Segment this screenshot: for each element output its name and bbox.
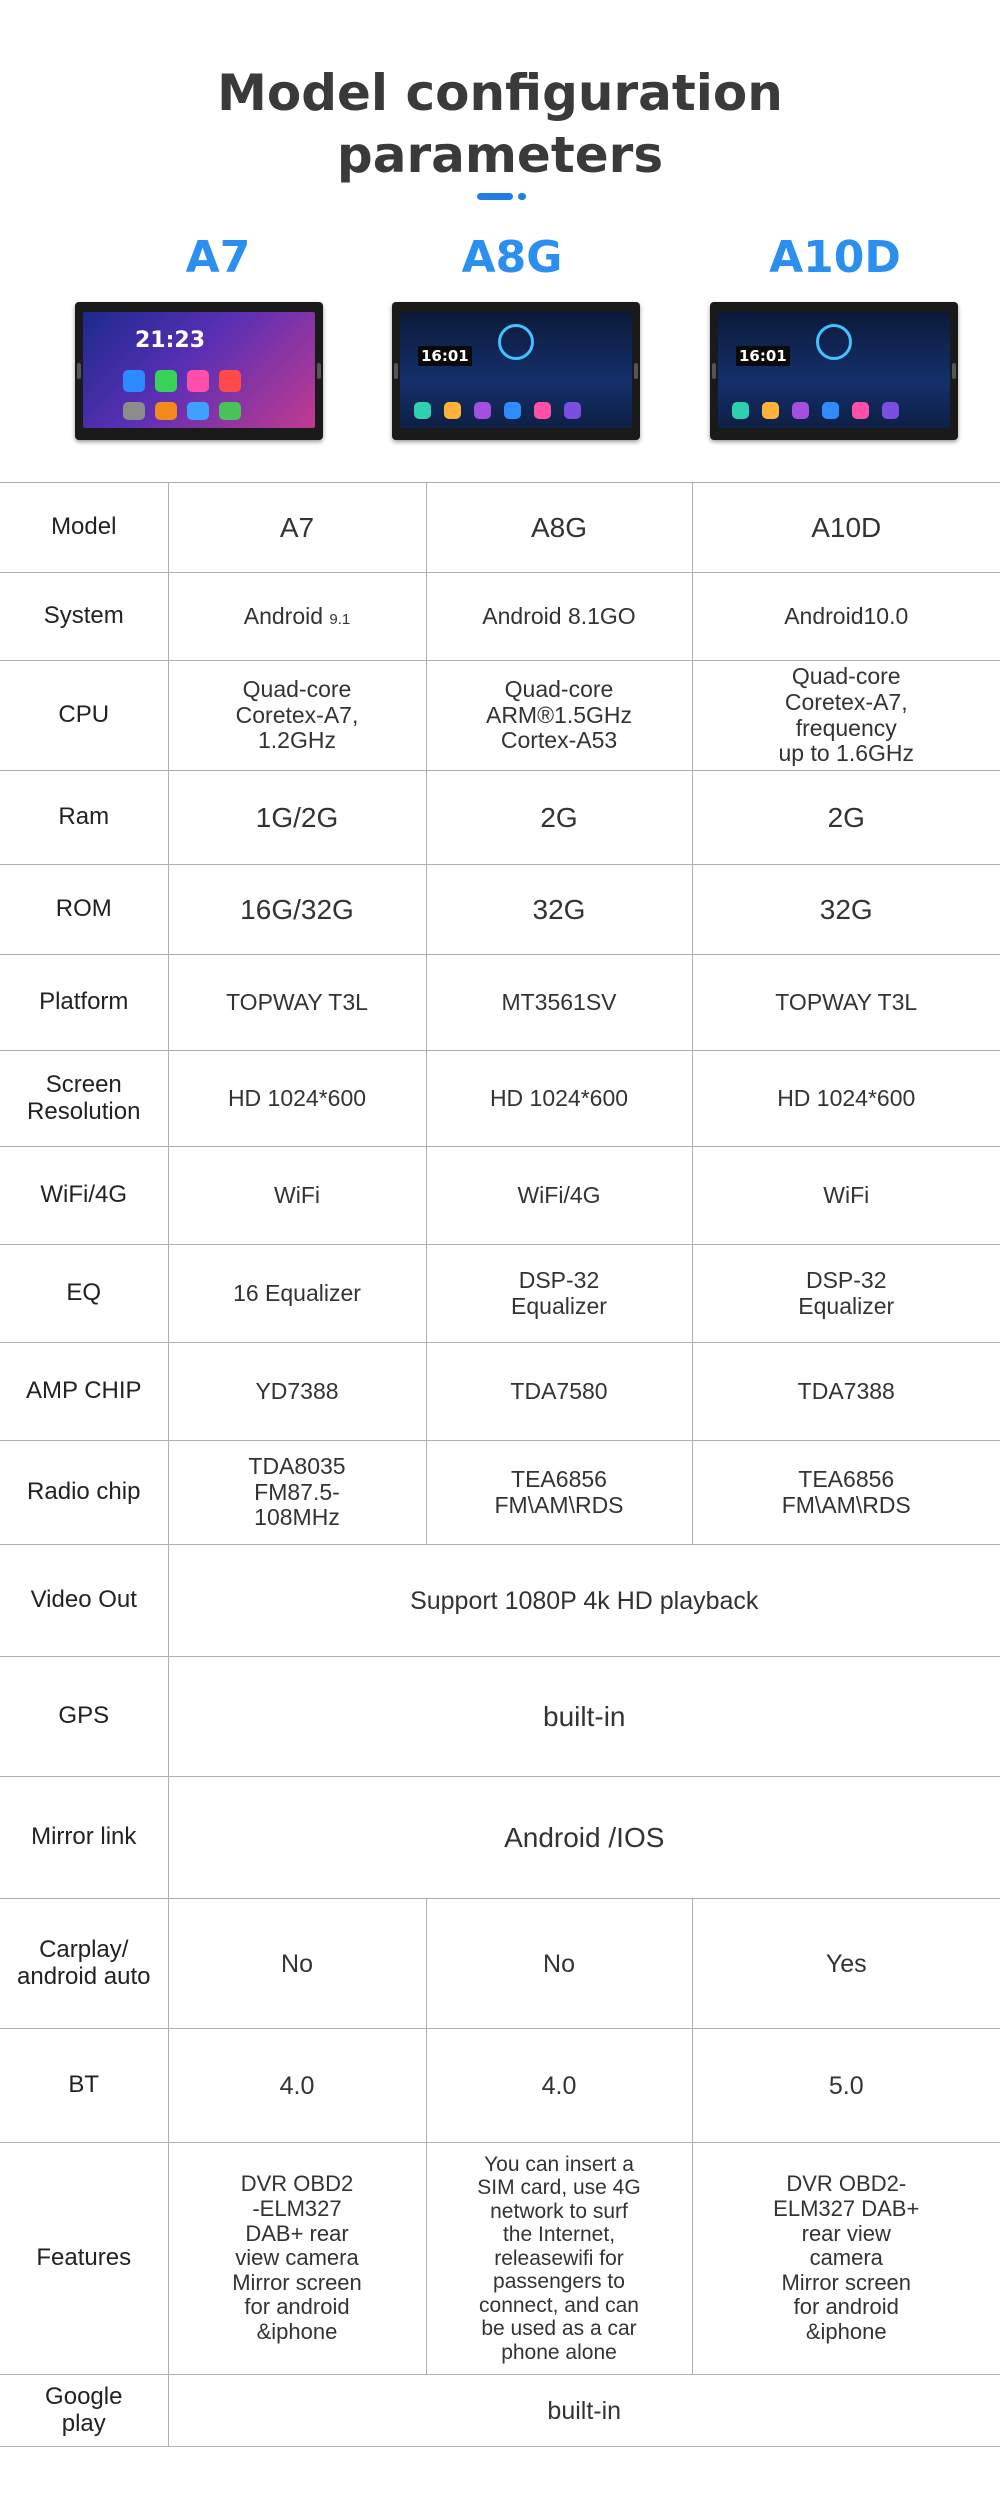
row-label: Radio chip	[0, 1441, 168, 1545]
row-label: Carplay/ android auto	[0, 1899, 168, 2029]
cell-value: You can insert a SIM card, use 4G network to surf the Internet, releasewifi for passengers to connect, and can be used as a car phone alone	[426, 2143, 692, 2375]
table-row	[0, 1051, 1000, 1147]
cell-value: 1G/2G	[168, 771, 426, 865]
row-label: System	[0, 573, 168, 661]
cell-value: No	[168, 1899, 426, 2029]
row-label: Google play	[0, 2375, 168, 2447]
cell-value: 4.0	[426, 2029, 692, 2143]
table-row	[0, 1899, 1000, 2029]
cell-value: TOPWAY T3L	[168, 955, 426, 1051]
device-image-a8g	[392, 302, 640, 440]
cell-value: 2G	[426, 771, 692, 865]
table-row	[0, 771, 1000, 865]
cell-value: Quad-core Coretex-A7, 1.2GHz	[168, 661, 426, 771]
table-row	[0, 1777, 1000, 1899]
table-row	[0, 865, 1000, 955]
cell-value: WiFi	[168, 1147, 426, 1245]
table-row	[0, 483, 1000, 573]
table-row	[0, 2375, 1000, 2447]
cell-value: HD 1024*600	[168, 1051, 426, 1147]
model-heading-a10d: A10D	[769, 232, 901, 283]
row-label: BT	[0, 2029, 168, 2143]
cell-value: 4.0	[168, 2029, 426, 2143]
cell-value: Android 9.1	[168, 573, 426, 661]
row-label: ROM	[0, 865, 168, 955]
cell-value: 5.0	[692, 2029, 1000, 2143]
cell-value: YD7388	[168, 1343, 426, 1441]
cell-value: Android /IOS	[168, 1777, 1000, 1899]
cell-value: DVR OBD2 -ELM327 DAB+ rear view camera Mirror screen for android &iphone	[168, 2143, 426, 2375]
cell-value: WiFi	[692, 1147, 1000, 1245]
spec-table	[0, 482, 1000, 2447]
row-label: GPS	[0, 1657, 168, 1777]
cell-value: Quad-core Coretex-A7, frequency up to 1.6GHz	[692, 661, 1000, 771]
row-label: WiFi/4G	[0, 1147, 168, 1245]
table-row	[0, 573, 1000, 661]
title-underline-dash	[477, 193, 513, 200]
cell-value: HD 1024*600	[692, 1051, 1000, 1147]
cell-value: 16 Equalizer	[168, 1245, 426, 1343]
cell-value: Yes	[692, 1899, 1000, 2029]
table-row	[0, 1657, 1000, 1777]
cell-value: built-in	[168, 1657, 1000, 1777]
cell-value: A8G	[426, 483, 692, 573]
cell-value: built-in	[168, 2375, 1000, 2447]
table-row	[0, 1441, 1000, 1545]
cell-value: 2G	[692, 771, 1000, 865]
cell-value: 32G	[692, 865, 1000, 955]
cell-value: WiFi/4G	[426, 1147, 692, 1245]
table-row	[0, 1545, 1000, 1657]
cell-value: Android10.0	[692, 573, 1000, 661]
row-label: CPU	[0, 661, 168, 771]
cell-value: Android 8.1GO	[426, 573, 692, 661]
cell-value: 16G/32G	[168, 865, 426, 955]
table-row	[0, 2029, 1000, 2143]
table-row	[0, 1245, 1000, 1343]
cell-value: A10D	[692, 483, 1000, 573]
title-underline-dot	[518, 193, 526, 200]
row-label: AMP CHIP	[0, 1343, 168, 1441]
row-label: Features	[0, 2143, 168, 2375]
cell-value: TOPWAY T3L	[692, 955, 1000, 1051]
cell-value: TDA7580	[426, 1343, 692, 1441]
table-row	[0, 661, 1000, 771]
cell-value: TDA8035 FM87.5- 108MHz	[168, 1441, 426, 1545]
row-label: EQ	[0, 1245, 168, 1343]
row-label: Video Out	[0, 1545, 168, 1657]
cell-value: A7	[168, 483, 426, 573]
cell-value: TEA6856 FM\AM\RDS	[426, 1441, 692, 1545]
cell-value: DSP-32 Equalizer	[692, 1245, 1000, 1343]
device-image-a10d	[710, 302, 958, 440]
cell-value: 32G	[426, 865, 692, 955]
cell-value: TDA7388	[692, 1343, 1000, 1441]
cell-value: Quad-core ARM®1.5GHz Cortex-A53	[426, 661, 692, 771]
screen-clock: 16:01	[418, 346, 472, 366]
row-label: Mirror link	[0, 1777, 168, 1899]
model-heading-a8g: A8G	[461, 232, 563, 283]
model-heading-a7: A7	[185, 232, 251, 283]
row-label: Ram	[0, 771, 168, 865]
row-label: Model	[0, 483, 168, 573]
cell-value: DSP-32 Equalizer	[426, 1245, 692, 1343]
row-label: Platform	[0, 955, 168, 1051]
cell-value: TEA6856 FM\AM\RDS	[692, 1441, 1000, 1545]
device-image-a7	[75, 302, 323, 440]
table-row	[0, 1147, 1000, 1245]
cell-value: MT3561SV	[426, 955, 692, 1051]
row-label: Screen Resolution	[0, 1051, 168, 1147]
cell-value: HD 1024*600	[426, 1051, 692, 1147]
page-title: Model configuration parameters	[217, 64, 783, 184]
cell-value: Support 1080P 4k HD playback	[168, 1545, 1000, 1657]
table-row	[0, 2143, 1000, 2375]
screen-clock: 21:23	[135, 328, 206, 353]
table-row	[0, 1343, 1000, 1441]
cell-value: No	[426, 1899, 692, 2029]
table-row	[0, 955, 1000, 1051]
screen-clock: 16:01	[736, 346, 790, 366]
cell-value: DVR OBD2- ELM327 DAB+ rear view camera Mirror screen for android &iphone	[692, 2143, 1000, 2375]
